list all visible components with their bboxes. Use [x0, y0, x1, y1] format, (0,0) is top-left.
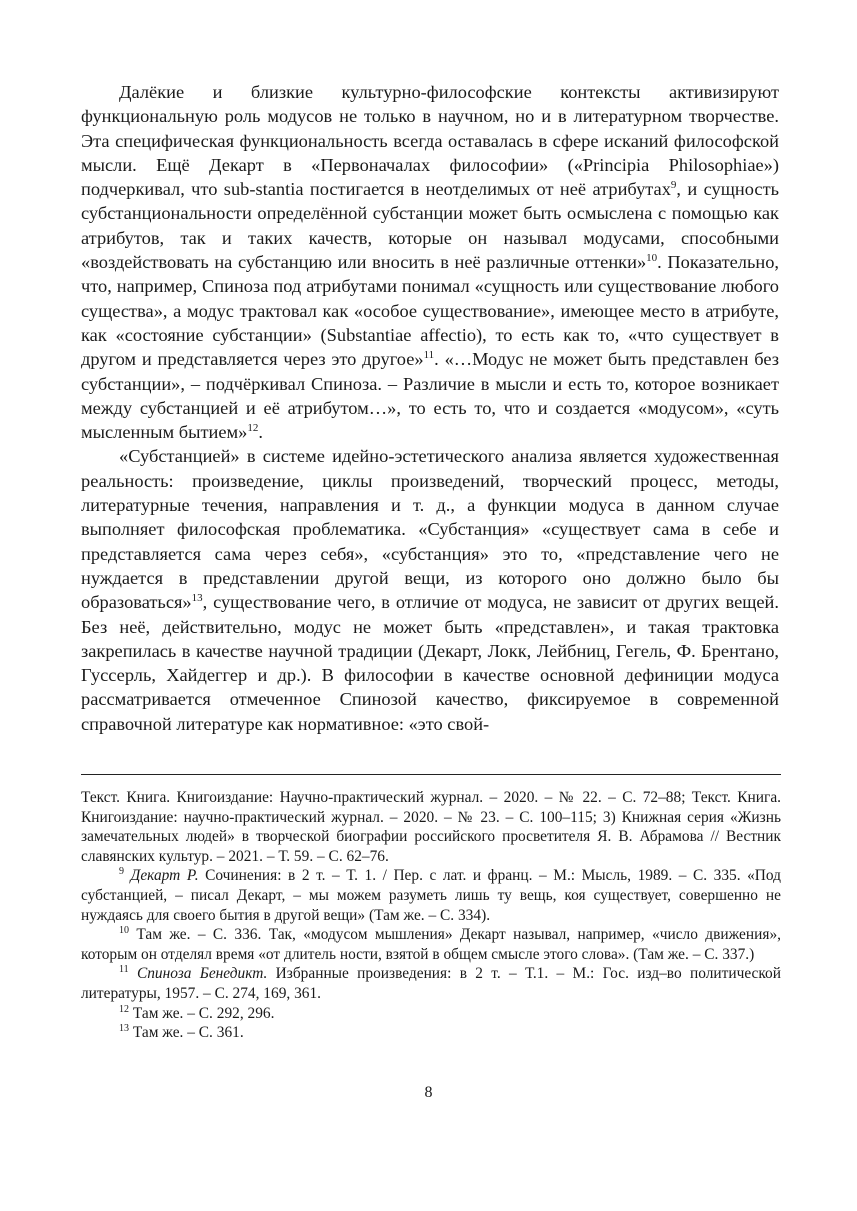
page-number: 8: [424, 1084, 433, 1101]
main-text: [81, 80, 779, 736]
paragraph-2-part-a: «Субстанцией» в системе идейно-эстетического анализа является художественная реальность: произведение, циклы произведений, творческий процесс, методы, литературные течения, направления и т. д., а функции модуса в данном случае выполняет философская проблематика. «Субстанция» «существует сама в себе и представляется сама через себя», «субстанция» это то, «представление чего не нуждается в представлении другой вещи, из которого оно должно было бы образоваться»: [81, 446, 779, 613]
footnote-author: Спиноза Бенедикт.: [136, 965, 268, 983]
paragraph-1-part-e: .: [258, 422, 263, 443]
footnote-number: 9: [119, 866, 124, 878]
footnote-separator: [81, 774, 781, 775]
footnote-ref-10[interactable]: 10: [646, 251, 658, 264]
paragraph-1: [81, 80, 779, 444]
footnote-text: Там же. – С. 336. Так, «модусом мышления» Декарт называл, например, «число движения», которым он отделял время «от длитель ности, взятой в общем смысле этого слова». (Там же. – С. 337.): [81, 926, 781, 963]
footnote-11: [81, 964, 781, 1003]
footnote-number: 13: [119, 1023, 129, 1034]
paragraph-1-part-b: , и сущность субстанциональности определённой субстанции может быть осмыслена с помощью как атрибутов, так и таких качеств, которые он называл модусами, способными «воздействовать на субстанцию или вносить в неё различные оттенки»: [81, 179, 779, 273]
paragraph-1-part-a: Далёкие и близкие культурно-философские контексты активизируют функциональную роль модусов не только в научном, но и в литературном творчестве. Эта специфическая функциональность всегда оставалась в сфере исканий философской мысли. Ещё Декарт в «Первоначалах философии» («Principia Philosophiae») подчеркивал, что sub-stantia постигается в неотделимых от неё атрибутах: [81, 82, 779, 200]
footnote-number: 11: [119, 964, 129, 976]
footnote-number: 10: [119, 925, 129, 937]
footnote-ref-12[interactable]: 12: [247, 422, 259, 435]
footnote-number: 12: [119, 1003, 129, 1015]
paragraph-1-part-c: . Показательно, что, например, Спиноза под атрибутами понимал «сущность или существование любого существа», а модус трактовал как «особое существование», имеющее место в атрибуте, как «состояние субстанции» (Substantiae affectio), то есть как то, «что существует в другом и представляется через это другое»: [81, 252, 780, 370]
footnote-text: Там же. – С. 361.: [129, 1024, 244, 1042]
footnote-ref-9[interactable]: 9: [670, 179, 677, 192]
footnote-ref-13[interactable]: 13: [191, 592, 203, 605]
footnote-9: [81, 866, 781, 925]
paragraph-2-part-b: , существование чего, в отличие от модуса, не зависит от других вещей. Без неё, действительно, модус не может быть «представлен», и такая трактовка закрепилась в качестве научной традиции (Декарт, Локк, Лейбниц, Гегель, Ф. Брентано, Гуссерль, Хайдеггер и др.). В философии в качестве основной дефиниции модуса рассматривается отмеченное Спинозой качество, фиксируемое в современной справочной литературе как нормативное: «это свой-: [81, 592, 779, 734]
footnote-13: [81, 1023, 781, 1043]
footnote-12: [81, 1004, 781, 1024]
footnote-text: Избранные произведения: в 2 т. – Т.1. – М.: Гос. изд–во политической литературы, 1957. – С. 274, 169, 361.: [81, 965, 781, 1002]
footnote-10: [81, 925, 781, 964]
footnote-ref-11[interactable]: 11: [423, 349, 435, 362]
footnotes: [81, 788, 781, 1043]
paragraph-2: [81, 444, 779, 736]
footnote-author: Декарт Р.: [130, 867, 199, 885]
footnote-continuation: Текст. Книга. Книгоиздание: Научно-практический журнал. – 2020. – № 22. – С. 72–88; Текст. Книга. Книгоиздание: научно-практический журнал. – 2020. – № 23. – С. 100–115; 3) Книжная серия «Жизнь замечательных людей» в творческой биографии российского просветителя Я. В. Абрамова // Вестник славянских культур. – 2021. – Т. 59. – С. 62–76.: [81, 789, 781, 865]
paragraph-1-part-d: . «…Модус не может быть представлен без субстанции», – подчёркивал Спиноза. – Различие в мысли и есть то, которое возникает между субстанцией и её атрибутом…», то есть то, что и создается «модусом», «суть мысленным бытием»: [81, 349, 780, 443]
footnote-text: Там же. – С. 292, 296.: [129, 1004, 275, 1022]
footnote-text: Сочинения: в 2 т. – Т. 1. / Пер. с лат. и франц. – М.: Мысль, 1989. – С. 335. «Под субстанцией, – писал Декарт, – мы можем разуметь лишь ту вещь, коя существует, совершенно не нуждаясь для своего бытия в другой вещи» (Там же. – С. 334).: [81, 867, 781, 924]
